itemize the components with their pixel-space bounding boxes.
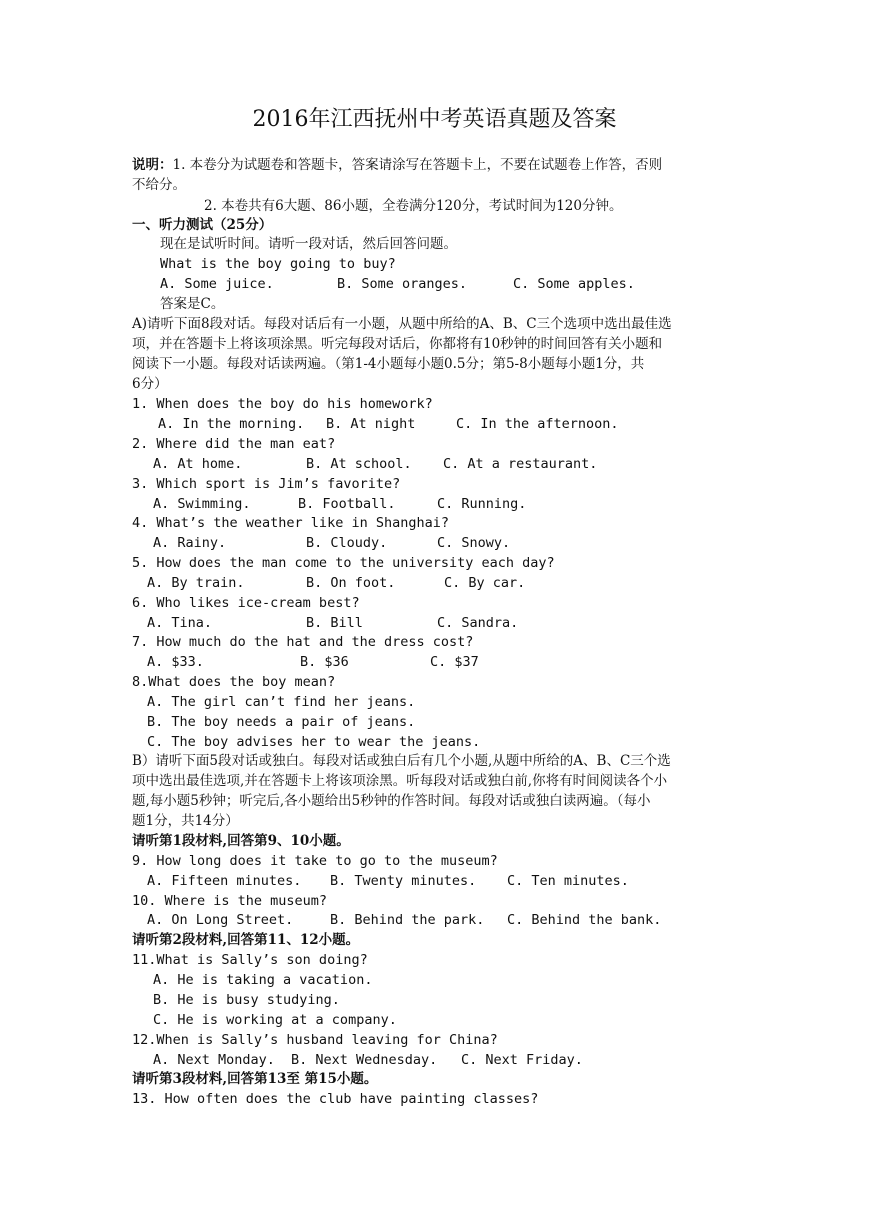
question-7-options [0, 652, 869, 672]
q4-option-b: B. Cloudy. [306, 535, 388, 551]
question-6-options [0, 613, 869, 633]
example-option-b: B. Some oranges. [337, 276, 468, 292]
q5-option-a: A. By train. [147, 575, 245, 591]
part-b-instructions-3: 题,每小题5秒钟；听完后,各小题给出5秒钟的作答时间。每段对话或独白读两遍。（每小 [132, 793, 651, 809]
q7-option-a: A. $33. [147, 654, 204, 670]
q6-option-a: A. Tina. [147, 615, 213, 631]
part-b-instructions-2: 项中选出最佳选项,并在答题卡上将该项涂黑。听每段对话或独白前,你将有时间阅读各个小 [132, 773, 668, 789]
question-5-options [0, 573, 869, 593]
example-answer: 答案是C。 [160, 296, 225, 312]
q7-option-c: C. $37 [430, 654, 479, 670]
notes-line-1-cont: 不给分。 [132, 177, 186, 193]
notes-line-1 [132, 155, 662, 175]
question-3-options [0, 494, 869, 514]
q8-option-b: B. The boy needs a pair of jeans. [147, 714, 416, 730]
part-a-instructions-3: 阅读下一小题。每段对话读两遍。（第1-4小题每小题0.5分；第5-8小题每小题1分，共 [132, 356, 645, 372]
q4-option-c: C. Snowy. [437, 535, 511, 551]
question-13: 13. How often does the club have painting classes? [132, 1091, 539, 1107]
q12-option-a: A. Next Monday. [153, 1052, 275, 1068]
part-b-instructions-4: 题1分，共14分） [132, 813, 239, 829]
q9-option-b: B. Twenty minutes. [330, 873, 477, 889]
notes-label: 说明： [132, 157, 173, 173]
question-8: 8.What does the boy mean? [132, 674, 336, 690]
segment-1-heading: 请听第1段材料,回答第9、10小题。 [132, 833, 350, 849]
q3-option-c: C. Running. [437, 496, 527, 512]
q1-option-a: A. In the morning. [158, 416, 305, 432]
question-6: 6. Who likes ice-cream best? [132, 595, 360, 611]
question-1-options [0, 414, 869, 434]
q2-option-a: A. At home. [153, 456, 243, 472]
q7-option-b: B. $36 [300, 654, 349, 670]
question-4: 4. What’s the weather like in Shanghai? [132, 515, 449, 531]
segment-3-heading: 请听第3段材料,回答第13至 第15小题。 [132, 1071, 378, 1087]
example-option-c: C. Some apples. [513, 276, 635, 292]
question-5: 5. How does the man come to the university each day? [132, 555, 555, 571]
example-option-a: A. Some juice. [160, 276, 274, 292]
question-2: 2. Where did the man eat? [132, 436, 336, 452]
part-a-instructions-4: 6分） [132, 376, 168, 392]
question-1: 1. When does the boy do his homework? [132, 396, 433, 412]
q10-option-c: C. Behind the bank. [507, 912, 662, 928]
question-12-options [0, 1050, 869, 1070]
question-12: 12.When is Sally’s husband leaving for China? [132, 1032, 498, 1048]
q10-option-a: A. On Long Street. [147, 912, 294, 928]
q11-option-a: A. He is taking a vacation. [153, 972, 373, 988]
page-title: 2016年江西抚州中考英语真题及答案 [252, 107, 617, 132]
notes-item-2: 2. 本卷共有6大题、86小题，全卷满分120分，考试时间为120分钟。 [204, 198, 623, 214]
question-3: 3. Which sport is Jim’s favorite? [132, 476, 401, 492]
part-b-instructions-1: B）请听下面5段对话或独白。每段对话或独白后有几个小题,从题中所给的A、B、C三个选 [132, 753, 671, 769]
question-9: 9. How long does it take to go to the museum? [132, 853, 498, 869]
q2-option-c: C. At a restaurant. [443, 456, 598, 472]
q4-option-a: A. Rainy. [153, 535, 227, 551]
q6-option-c: C. Sandra. [437, 615, 519, 631]
q3-option-a: A. Swimming. [153, 496, 251, 512]
question-4-options [0, 533, 869, 553]
part-a-instructions-2: 项，并在答题卡上将该项涂黑。听完每段对话后，你都将有10秒钟的时间回答有关小题和 [132, 336, 663, 352]
q5-option-b: B. On foot. [306, 575, 396, 591]
q8-option-c: C. The boy advises her to wear the jeans. [147, 734, 481, 750]
q12-option-b: B. Next Wednesday. [291, 1052, 438, 1068]
question-10-options [0, 910, 869, 930]
q2-option-b: B. At school. [306, 456, 412, 472]
q9-option-c: C. Ten minutes. [507, 873, 629, 889]
question-2-options [0, 454, 869, 474]
notes-item-1: 1. 本卷分为试题卷和答题卡，答案请涂写在答题卡上，不要在试题卷上作答，否则 [172, 157, 663, 173]
example-intro: 现在是试听时间。请听一段对话，然后回答问题。 [160, 236, 457, 252]
q6-option-b: B. Bill [306, 615, 363, 631]
q11-option-b: B. He is busy studying. [153, 992, 340, 1008]
question-9-options [0, 871, 869, 891]
q3-option-b: B. Football. [298, 496, 396, 512]
question-11: 11.What is Sally’s son doing? [132, 952, 368, 968]
question-7: 7. How much do the hat and the dress cost? [132, 634, 474, 650]
q5-option-c: C. By car. [444, 575, 526, 591]
q8-option-a: A. The girl can’t find her jeans. [147, 694, 416, 710]
example-question: What is the boy going to buy? [160, 256, 396, 272]
segment-2-heading: 请听第2段材料,回答第11、12小题。 [132, 932, 360, 948]
example-options [0, 274, 869, 294]
question-10: 10. Where is the museum? [132, 893, 328, 909]
q1-option-b: B. At night [326, 416, 416, 432]
section-heading-listening: 一、听力测试（25分） [132, 217, 273, 233]
q1-option-c: C. In the afternoon. [456, 416, 619, 432]
q11-option-c: C. He is working at a company. [153, 1012, 397, 1028]
q10-option-b: B. Behind the park. [330, 912, 485, 928]
part-a-instructions-1: A)请听下面8段对话。每段对话后有一小题，从题中所给的A、B、C三个选项中选出最佳选 [132, 316, 672, 332]
q12-option-c: C. Next Friday. [461, 1052, 583, 1068]
q9-option-a: A. Fifteen minutes. [147, 873, 302, 889]
